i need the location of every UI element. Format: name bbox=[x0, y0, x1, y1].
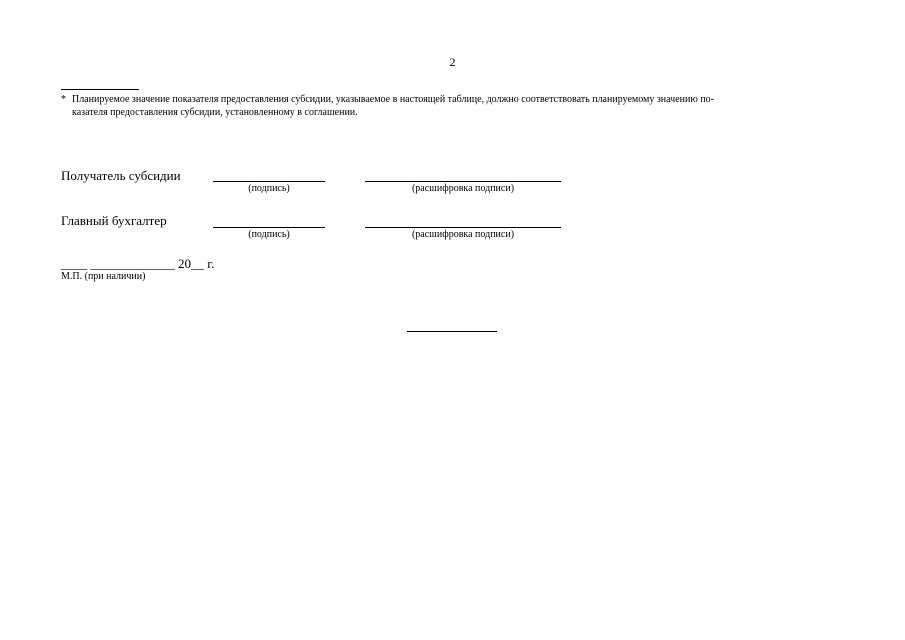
recipient-decoding-line bbox=[365, 181, 561, 182]
recipient-signature-line bbox=[213, 181, 325, 182]
footnote-text-1: Планируемое значение показателя предоставления субсидии, указываемое в настоящей таблице, должно соответствовать планируемому значению по- bbox=[72, 94, 715, 105]
chief-accountant-label: Главный бухгалтер bbox=[61, 213, 167, 228]
date-line: ____ _____________ 20__ г. bbox=[61, 256, 215, 271]
page-number: 2 bbox=[449, 55, 456, 69]
footnote-line-1 bbox=[61, 93, 846, 106]
accountant-signature-caption: (подпись) bbox=[248, 229, 290, 240]
footnote-marker: * bbox=[61, 94, 66, 105]
document-end-rule bbox=[407, 331, 497, 332]
accountant-decoding-caption: (расшифровка подписи) bbox=[411, 229, 515, 240]
recipient-signature-caption: (подпись) bbox=[248, 183, 290, 194]
stamp-place-label: М.П. (при наличии) bbox=[61, 271, 146, 282]
recipient-decoding-caption: (расшифровка подписи) bbox=[411, 183, 515, 194]
footnote-separator bbox=[61, 89, 139, 90]
recipient-label: Получатель субсидии bbox=[61, 168, 181, 183]
accountant-decoding-line bbox=[365, 227, 561, 228]
footnote bbox=[61, 93, 846, 119]
footnote-line-2: казателя предоставления субсидии, установленному в соглашении. bbox=[72, 107, 358, 118]
accountant-signature-line bbox=[213, 227, 325, 228]
